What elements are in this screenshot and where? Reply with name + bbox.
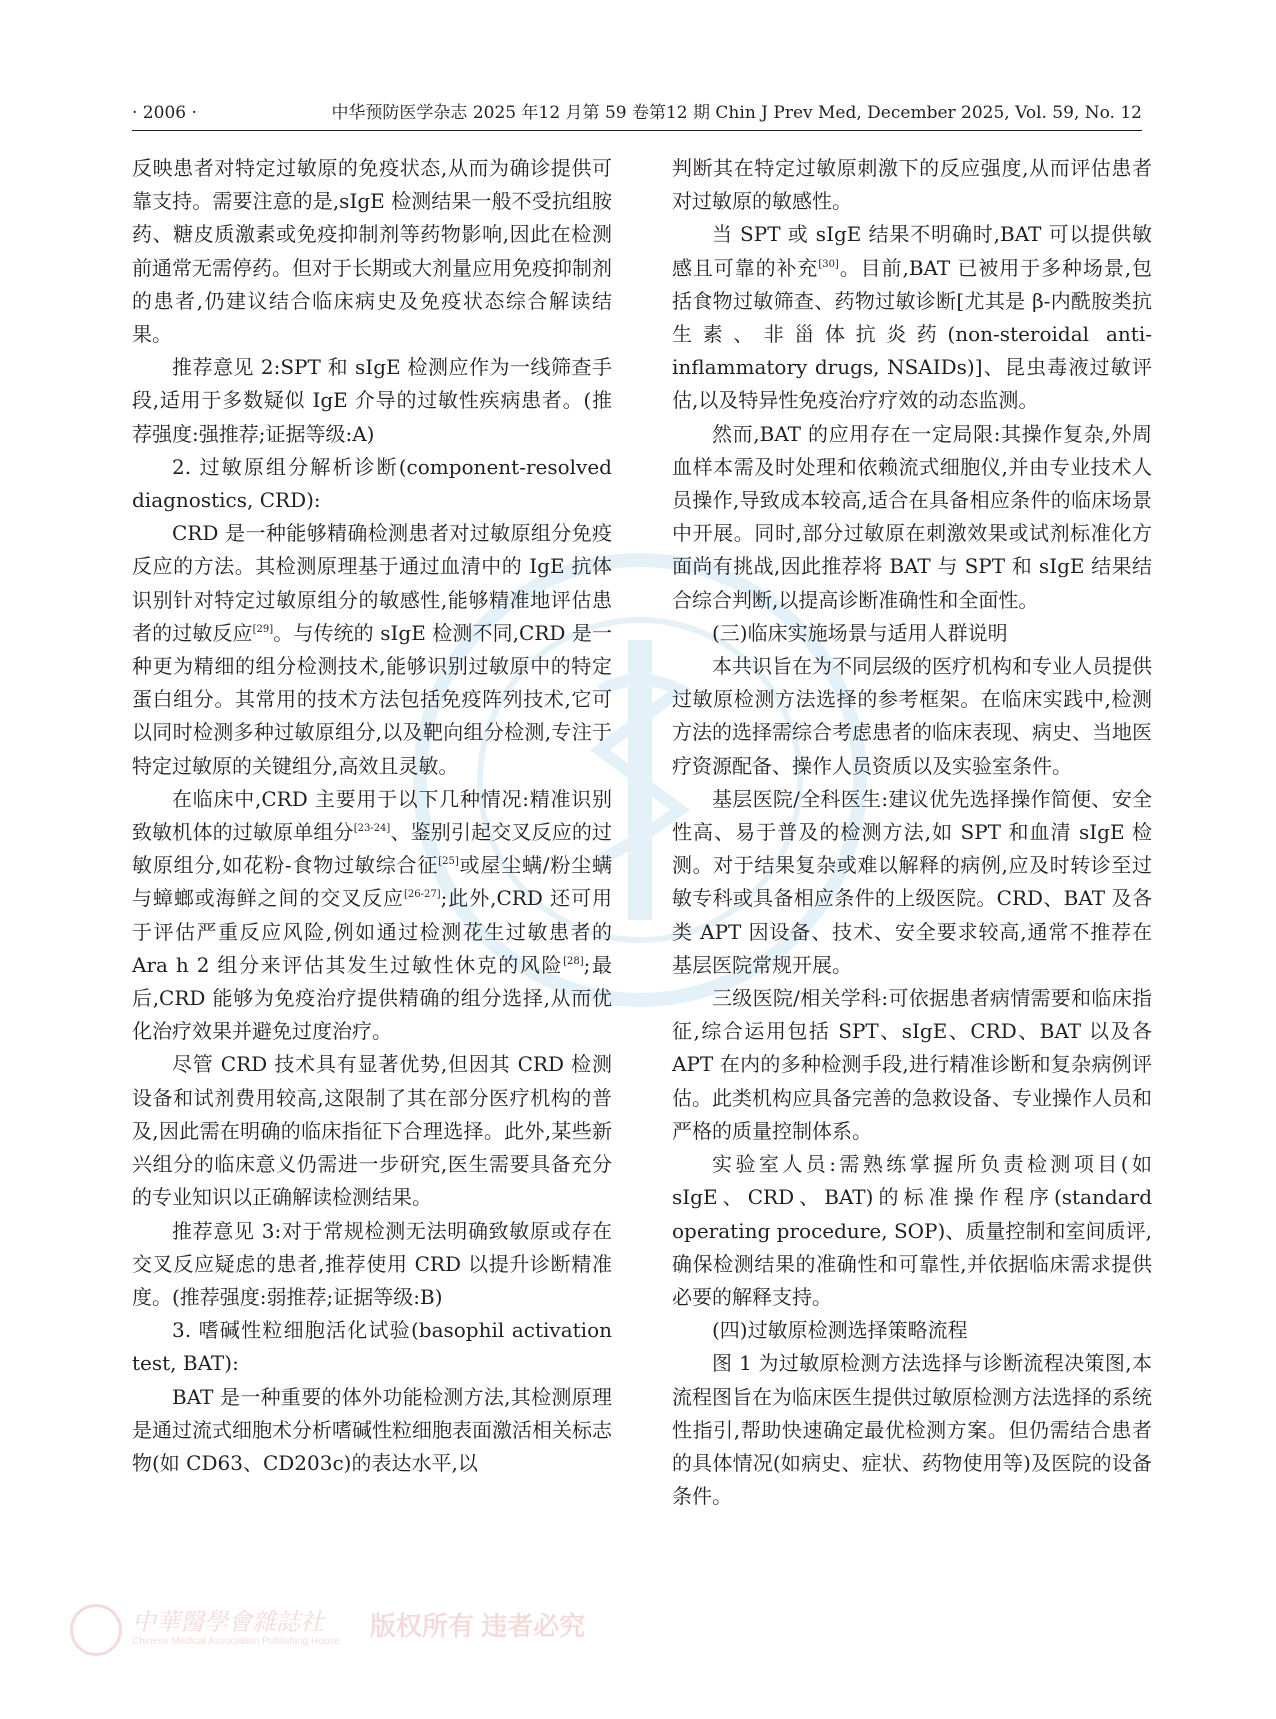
citation-ref: [29] [252, 623, 274, 635]
paragraph: 当 SPT 或 sIgE 结果不明确时,BAT 可以提供敏感且可靠的补充[30]。目前,BAT 已被用于多种场景,包括食物过敏筛查、药物过敏诊断[尤其是 β-内酰胺类抗生素、非甾体抗炎药(non-steroidal anti-inflammatory drugs, NSAIDs)]、昆虫毒液过敏评估,以及特异性免疫治疗疗效的动态监测。 [672, 222, 1153, 413]
recommendation-2: 推荐意见 2:SPT 和 sIgE 检测应作为一线筛查手段,适用于多数疑似 IgE 介导的过敏性疾病患者。(推荐强度:强推荐;证据等级:A) [132, 355, 612, 446]
section-heading-scenarios: (三)临床实施场景与适用人群说明 [712, 620, 1008, 645]
left-column [132, 152, 612, 1480]
copyright-slogan: 版权所有 违者必究 [370, 1611, 586, 1641]
recommendation-3: 推荐意见 3:对于常规检测无法明确致敏原或存在交叉反应疑虑的患者,推荐使用 CRD 以提升诊断精准度。(推荐强度:弱推荐;证据等级:B) [132, 1218, 612, 1309]
section-heading-crd: 2. 过敏原组分解析诊断(component-resolved diagnostics, CRD): [132, 454, 612, 513]
paragraph: 三级医院/相关学科:可依据患者病情需要和临床指征,综合运用包括 SPT、sIgE、CRD、BAT 以及各 APT 在内的多种检测手段,进行精准诊断和复杂病例评估。此类机构应具备完善的急救设备、专业操作人员和严格的质量控制体系。 [672, 986, 1152, 1143]
paragraph: BAT 是一种重要的体外功能检测方法,其检测原理是通过流式细胞术分析嗜碱性粒细胞表面激活相关标志物(如 CD63、CD203c)的表达水平,以 [132, 1384, 612, 1475]
citation-ref: [28] [563, 955, 584, 967]
citation-ref: [23-24] [353, 823, 391, 835]
section-heading-strategy: (四)过敏原检测选择策略流程 [712, 1318, 968, 1343]
publisher-name-en: Chinese Medical Association Publishing House [132, 1636, 340, 1647]
section-heading-bat: 3. 嗜碱性粒细胞活化试验(basophil activation test, BAT): [132, 1318, 612, 1376]
publisher-name: 中華醫學會雜誌社 [132, 1608, 324, 1636]
paragraph: 本共识旨在为不同层级的医疗机构和专业人员提供过敏原检测方法选择的参考框架。在临床实践中,检测方法的选择需综合考虑患者的临床表现、病史、当地医疗资源配备、操作人员资质以及实验室条件。 [672, 654, 1152, 778]
publisher-seal-icon [70, 1604, 122, 1656]
paragraph: 判断其在特定过敏原刺激下的反应强度,从而评估患者对过敏原的敏感性。 [672, 156, 1152, 214]
paragraph: 基层医院/全科医生:建议优先选择操作简便、安全性高、易于普及的检测方法,如 SPT 和血清 sIgE 检测。对于结果复杂或难以解释的病例,应及时转诊至过敏专科或具备相应条件的上级医院。CRD、BAT 及各类 APT 因设备、技术、安全要求较高,通常不推荐在基层医院常规开展。 [672, 786, 1152, 977]
citation-ref: [30] [818, 258, 839, 270]
page-number: · 2006 · [132, 103, 197, 123]
paragraph: 尽管 CRD 技术具有显著优势,但因其 CRD 检测设备和试剂费用较高,这限制了其在部分医疗机构的普及,因此需在明确的临床指征下合理选择。此外,某些新兴组分的临床意义仍需进一步研究,医生需要具备充分的专业知识以正确解读检测结果。 [132, 1052, 612, 1210]
paragraph: 图 1 为过敏原检测方法选择与诊断流程决策图,本流程图旨在为临床医生提供过敏原检测方法选择的系统性指引,帮助快速确定最优检测方案。但仍需结合患者的具体情况(如病史、症状、药物使用等)及医院的设备条件。 [672, 1351, 1152, 1509]
paragraph: 反映患者对特定过敏原的免疫状态,从而为确诊提供可靠支持。需要注意的是,sIgE 检测结果一般不受抗组胺药、糖皮质激素或免疫抑制剂等药物影响,因此在检测前通常无需停药。但对于长期或大剂量应用免疫抑制剂的患者,仍建议结合临床病史及免疫状态综合解读结果。 [132, 156, 612, 347]
paragraph: CRD 是一种能够精确检测患者对过敏原组分免疫反应的方法。其检测原理基于通过血清中的 IgE 抗体识别针对特定过敏原组分的敏感性,能够精准地评估患者的过敏反应[29]。与传统的 sIgE 检测不同,CRD 是一种更为精细的组分检测技术,能够识别过敏原中的特定蛋白组分。其常用的技术方法包括免疫阵列技术,它可以同时检测多种过敏原组分,以及靶向组分检测,专注于特定过敏原的关键组分,高效且灵敏。 [132, 521, 612, 778]
right-column [672, 152, 1152, 1513]
journal-citation: 中华预防医学杂志 2025 年12 月第 59 卷第12 期 Chin J Prev Med, December 2025, Vol. 59, No. 12 [331, 103, 1142, 123]
citation-ref: [26-27] [403, 889, 441, 901]
publisher-watermark [70, 1600, 590, 1660]
paragraph: 然而,BAT 的应用存在一定局限:其操作复杂,外周血样本需及时处理和依赖流式细胞仪,并由专业技术人员操作,导致成本较高,适合在具备相应条件的临床场景中开展。同时,部分过敏原在刺激效果或试剂标准化方面尚有挑战,因此推荐将 BAT 与 SPT 和 sIgE 结果结合综合判断,以提高诊断准确性和全面性。 [672, 421, 1152, 612]
paragraph: 在临床中,CRD 主要用于以下几种情况:精准识别致敏机体的过敏原单组分[23-24]、鉴别引起交叉反应的过敏原组分,如花粉-食物过敏综合征[25]或屋尘螨/粉尘螨与蟑螂或海鲜之间的交叉反应[26-27];此外,CRD 还可用于评估严重反应风险,例如通过检测花生过敏患者的 Ara h 2 组分来评估其发生过敏性休克的风险[28];最后,CRD 能够为免疫治疗提供精确的组分选择,从而优化治疗效果并避免过度治疗。 [132, 786, 613, 1044]
running-header [132, 96, 1142, 131]
citation-ref: [25] [438, 856, 459, 868]
paragraph: 实验室人员:需熟练掌握所负责检测项目(如 sIgE、CRD、BAT)的标准操作程序(standard operating procedure, SOP)、质量控制和室间质评,确保检测结果的准确性和可靠性,并依据临床需求提供必要的解释支持。 [672, 1152, 1152, 1309]
